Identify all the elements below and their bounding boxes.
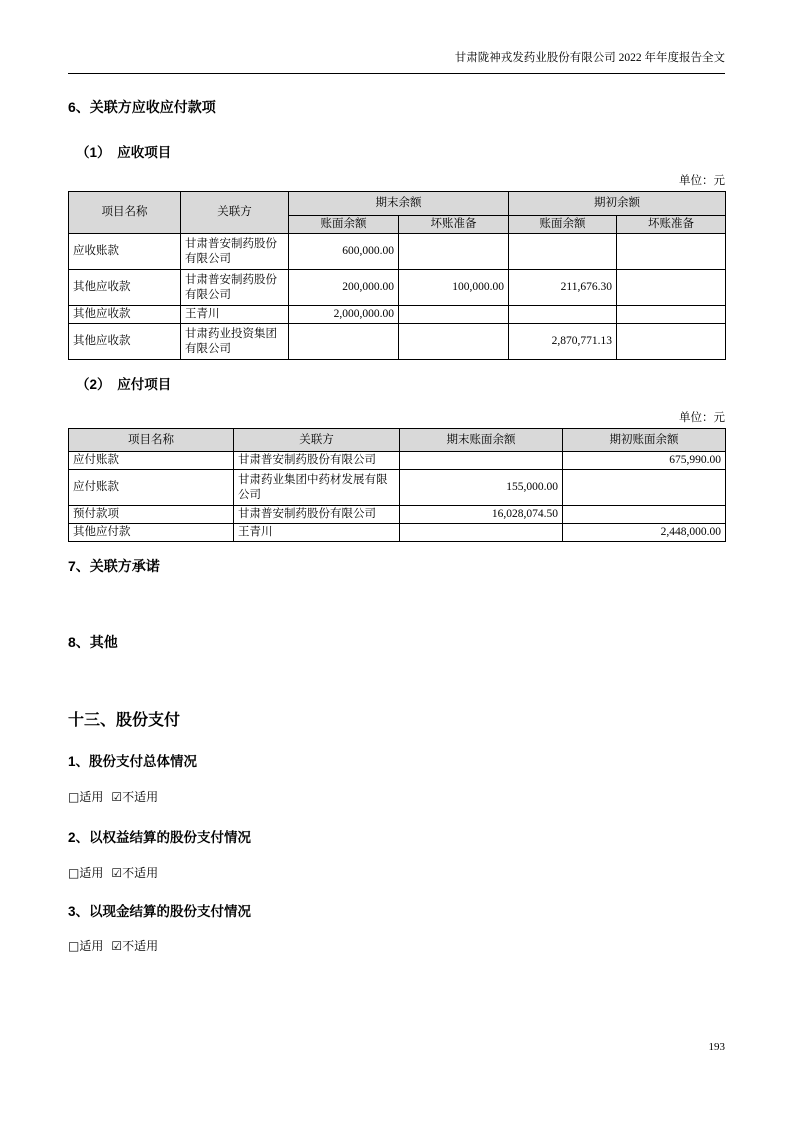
cell-beg-bad bbox=[617, 324, 726, 360]
receivables-subsection-title: （1） 应收项目 bbox=[76, 145, 172, 160]
table-row bbox=[69, 524, 726, 542]
cell-end-bad bbox=[399, 306, 509, 324]
table-row bbox=[69, 270, 726, 306]
cell-end-balance: 155,000.00 bbox=[400, 470, 563, 506]
cell-beg-balance bbox=[563, 506, 726, 524]
cell-beg-book: 211,676.30 bbox=[509, 270, 617, 306]
column-header-party: 关联方 bbox=[234, 429, 400, 452]
cell-party: 甘肃普安制药股份有限公司 bbox=[181, 234, 289, 270]
document-header bbox=[68, 50, 725, 74]
table-row bbox=[69, 506, 726, 524]
not-applicable-label: 不适用 bbox=[122, 866, 159, 880]
checkbox-checked-icon: ☑ bbox=[111, 939, 123, 953]
column-header-ending-book-balance: 期末账面余额 bbox=[400, 429, 563, 452]
cell-party: 甘肃药业投资集团有限公司 bbox=[181, 324, 289, 360]
section-8-title: 8、其他 bbox=[68, 634, 118, 650]
section-13-3-title: 3、以现金结算的股份支付情况 bbox=[68, 904, 252, 919]
applicability-line-1 bbox=[68, 788, 158, 805]
column-header-book-balance-ending: 账面余额 bbox=[289, 216, 399, 234]
cell-end-book: 600,000.00 bbox=[289, 234, 399, 270]
cell-party: 甘肃普安制药股份有限公司 bbox=[234, 452, 400, 470]
applicable-label: 适用 bbox=[79, 939, 104, 953]
cell-party: 王青川 bbox=[234, 524, 400, 542]
not-applicable-label: 不适用 bbox=[122, 939, 159, 953]
cell-party: 甘肃药业集团中药材发展有限公司 bbox=[234, 470, 400, 506]
checkbox-unchecked-icon: □ bbox=[68, 866, 80, 880]
cell-beg-book: 2,870,771.13 bbox=[509, 324, 617, 360]
cell-end-book: 200,000.00 bbox=[289, 270, 399, 306]
receivables-header-row-1 bbox=[69, 192, 726, 216]
cell-end-balance: 16,028,074.50 bbox=[400, 506, 563, 524]
column-header-item: 项目名称 bbox=[69, 192, 181, 234]
table-row bbox=[69, 452, 726, 470]
column-header-item: 项目名称 bbox=[69, 429, 234, 452]
column-group-beginning-balance: 期初余额 bbox=[509, 192, 726, 216]
cell-end-book bbox=[289, 324, 399, 360]
cell-item: 应付账款 bbox=[69, 470, 234, 506]
payables-table bbox=[68, 428, 726, 542]
table-row bbox=[69, 324, 726, 360]
checkbox-checked-icon: ☑ bbox=[111, 866, 123, 880]
column-header-party: 关联方 bbox=[181, 192, 289, 234]
cell-beg-bad bbox=[617, 234, 726, 270]
applicability-line-3 bbox=[68, 937, 158, 954]
unit-label-receivables: 单位：元 bbox=[679, 175, 725, 187]
table-row bbox=[69, 234, 726, 270]
cell-end-balance bbox=[400, 452, 563, 470]
cell-item: 其他应收款 bbox=[69, 324, 181, 360]
cell-end-book: 2,000,000.00 bbox=[289, 306, 399, 324]
cell-beg-balance: 675,990.00 bbox=[563, 452, 726, 470]
column-header-beginning-book-balance: 期初账面余额 bbox=[563, 429, 726, 452]
section-13-title: 十三、股份支付 bbox=[68, 712, 181, 729]
column-header-bad-debt-ending: 坏账准备 bbox=[399, 216, 509, 234]
column-header-bad-debt-beginning: 坏账准备 bbox=[617, 216, 726, 234]
cell-item: 应收账款 bbox=[69, 234, 181, 270]
cell-item: 应付账款 bbox=[69, 452, 234, 470]
section-6-title: 6、关联方应收应付款项 bbox=[68, 99, 216, 115]
cell-beg-balance: 2,448,000.00 bbox=[563, 524, 726, 542]
checkbox-unchecked-icon: □ bbox=[68, 939, 80, 953]
checkbox-unchecked-icon: □ bbox=[68, 790, 80, 804]
section-13-1-title: 1、股份支付总体情况 bbox=[68, 754, 198, 769]
section-13-2-title: 2、以权益结算的股份支付情况 bbox=[68, 830, 252, 845]
cell-beg-book bbox=[509, 234, 617, 270]
cell-party: 王青川 bbox=[181, 306, 289, 324]
page-number: 193 bbox=[708, 1041, 725, 1053]
cell-beg-bad bbox=[617, 306, 726, 324]
cell-beg-book bbox=[509, 306, 617, 324]
cell-party: 甘肃普安制药股份有限公司 bbox=[181, 270, 289, 306]
cell-item: 预付款项 bbox=[69, 506, 234, 524]
cell-party: 甘肃普安制药股份有限公司 bbox=[234, 506, 400, 524]
cell-end-balance bbox=[400, 524, 563, 542]
checkbox-checked-icon: ☑ bbox=[111, 790, 123, 804]
receivables-table bbox=[68, 191, 726, 360]
cell-item: 其他应收款 bbox=[69, 306, 181, 324]
cell-end-bad: 100,000.00 bbox=[399, 270, 509, 306]
payables-subsection-title: （2） 应付项目 bbox=[76, 377, 172, 392]
table-row bbox=[69, 470, 726, 506]
unit-label-payables: 单位：元 bbox=[679, 412, 725, 424]
applicability-line-2 bbox=[68, 864, 158, 881]
cell-end-bad bbox=[399, 234, 509, 270]
applicable-label: 适用 bbox=[79, 790, 104, 804]
applicable-label: 适用 bbox=[79, 866, 104, 880]
column-header-book-balance-beginning: 账面余额 bbox=[509, 216, 617, 234]
column-group-ending-balance: 期末余额 bbox=[289, 192, 509, 216]
document-header-title: 甘肃陇神戎发药业股份有限公司 2022 年年度报告全文 bbox=[454, 52, 725, 64]
cell-item: 其他应付款 bbox=[69, 524, 234, 542]
payables-header-row bbox=[69, 429, 726, 452]
cell-end-bad bbox=[399, 324, 509, 360]
table-row bbox=[69, 306, 726, 324]
cell-beg-bad bbox=[617, 270, 726, 306]
not-applicable-label: 不适用 bbox=[122, 790, 159, 804]
cell-item: 其他应收款 bbox=[69, 270, 181, 306]
section-7-title: 7、关联方承诺 bbox=[68, 558, 160, 574]
cell-beg-balance bbox=[563, 470, 726, 506]
